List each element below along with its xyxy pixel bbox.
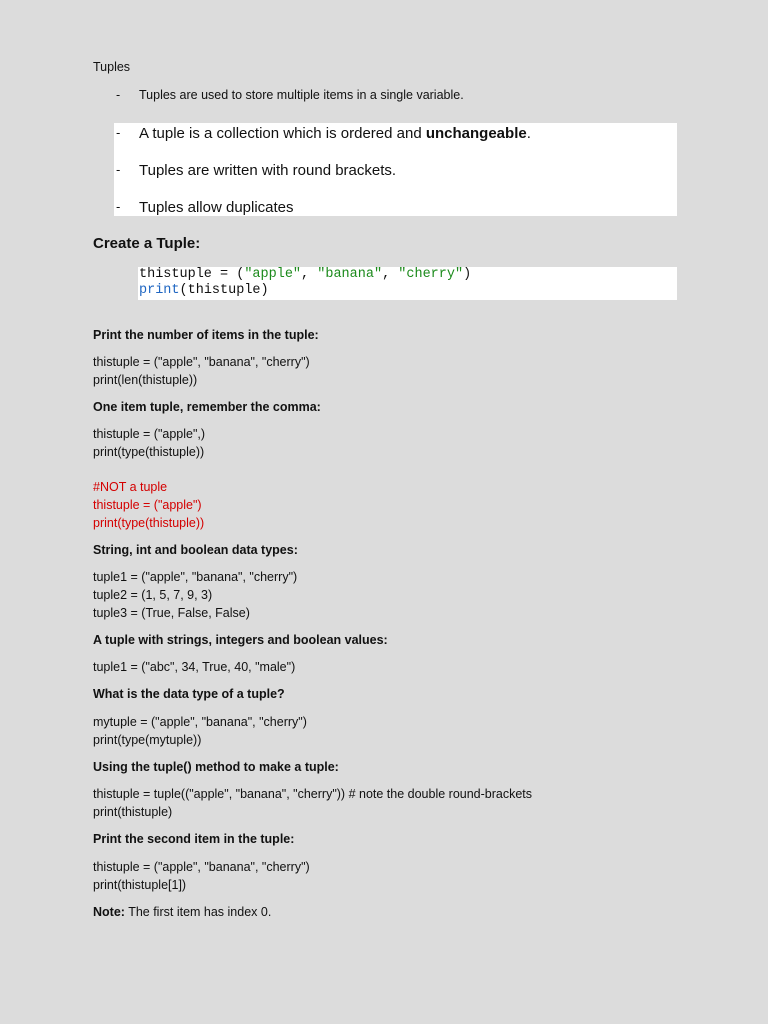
- example-line: tuple1 = ("abc", 34, True, 40, "male"): [93, 660, 296, 674]
- code-string: "apple": [244, 267, 302, 282]
- code-text: thistuple = (: [139, 267, 245, 282]
- example-line: tuple3 = (True, False, False): [93, 606, 250, 620]
- example-line: thistuple = ("apple", "banana", "cherry"): [93, 355, 310, 369]
- warning-comment: #NOT a tuple: [93, 480, 168, 494]
- example-line: thistuple = ("apple", "banana", "cherry"): [93, 860, 310, 874]
- bullet-marker: -: [116, 125, 121, 140]
- code-line: [139, 267, 471, 283]
- example-line: print(thistuple[1]): [93, 878, 187, 892]
- code-line: [139, 283, 269, 299]
- code-string: "banana": [317, 267, 383, 282]
- section-heading-one-item: One item tuple, remember the comma:: [93, 400, 321, 414]
- section-heading-len: Print the number of items in the tuple:: [93, 328, 319, 342]
- code-keyword: print: [139, 283, 180, 298]
- example-line: print(type(thistuple)): [93, 445, 205, 459]
- example-line: thistuple = tuple(("apple", "banana", "cherry")) # note the double round-brackets: [93, 787, 533, 801]
- document-title: Tuples: [93, 60, 131, 74]
- example-line: mytuple = ("apple", "banana", "cherry"): [93, 715, 307, 729]
- bullet-marker: -: [116, 162, 121, 177]
- bullet-text: [139, 125, 531, 142]
- code-block: [138, 267, 677, 300]
- example-line: tuple1 = ("apple", "banana", "cherry"): [93, 570, 298, 584]
- section-heading-constructor: Using the tuple() method to make a tuple:: [93, 760, 339, 774]
- bullet-item: [114, 162, 677, 182]
- bullet-emphasis: unchangeable: [425, 125, 527, 142]
- bullet-item: [114, 199, 677, 219]
- bullet-marker: -: [116, 88, 121, 102]
- example-line: print(type(mytuple)): [93, 733, 202, 747]
- code-text: (thistuple): [179, 283, 269, 298]
- code-text: ): [463, 267, 472, 282]
- code-string: "cherry": [398, 267, 464, 282]
- example-line: print(thistuple): [93, 805, 173, 819]
- bullet-marker: -: [116, 199, 121, 214]
- section-heading-data-types: String, int and boolean data types:: [93, 543, 298, 557]
- bullet-text-part: .: [526, 125, 531, 142]
- section-heading-second-item: Print the second item in the tuple:: [93, 832, 295, 846]
- section-heading-data-type: What is the data type of a tuple?: [93, 687, 285, 701]
- note-line: [93, 904, 271, 922]
- bullet-text: Tuples allow duplicates: [139, 199, 294, 216]
- example-line: thistuple = ("apple",): [93, 427, 206, 441]
- highlighted-bullet-box: [114, 123, 677, 216]
- warning-line: thistuple = ("apple"): [93, 498, 202, 512]
- bullet-item: [93, 88, 683, 106]
- section-heading-mixed: A tuple with strings, integers and boolean values:: [93, 633, 388, 647]
- bullet-text-part: A tuple is a collection which is ordered and: [139, 125, 426, 142]
- code-text: ,: [301, 267, 318, 282]
- note-label: Note:: [93, 905, 125, 919]
- bullet-item: [114, 125, 677, 145]
- section-heading-create-tuple: Create a Tuple:: [93, 235, 201, 252]
- bullet-text: Tuples are written with round brackets.: [139, 162, 397, 179]
- bullet-text: Tuples are used to store multiple items in a single variable.: [139, 88, 464, 102]
- example-line: tuple2 = (1, 5, 7, 9, 3): [93, 588, 213, 602]
- note-text: The first item has index 0.: [124, 905, 272, 919]
- example-line: print(len(thistuple)): [93, 373, 198, 387]
- warning-line: print(type(thistuple)): [93, 516, 205, 530]
- code-text: ,: [382, 267, 399, 282]
